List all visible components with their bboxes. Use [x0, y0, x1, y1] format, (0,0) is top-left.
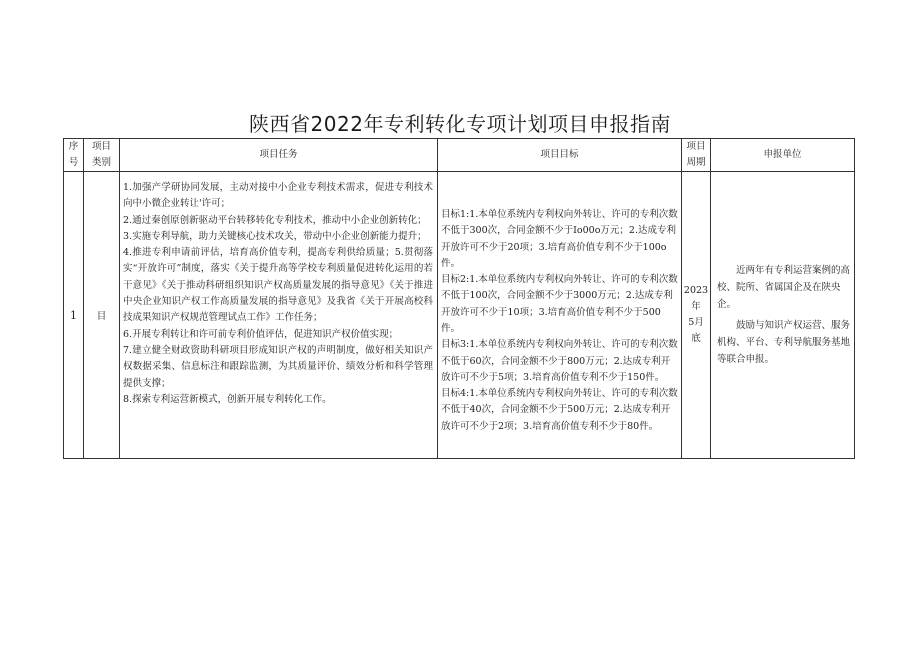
task-item: 6.开展专利转让和许可前专利价值评估，促进知识产权价值实现；	[123, 328, 399, 340]
task-item: 3.实施专利导航，助力关键核心技术攻关，带动中小企业创新能力提升；	[123, 230, 427, 242]
goal-item: 目标1:1.本单位系统内专利权向外转让、许可的专利次数不低于300次，合同金额不少于Io00o万元；2.达成专利开放许可不少于20项；3.培育高价值专利不少于100o件。	[441, 208, 678, 269]
task-item: 4.推进专利申请前评估，培育高价值专利，提高专利供给质量；5.贯彻落实“开放许可”制度，落实《关于提升高等学校专利质量促进转化运用的若干意见》《关于推动科研组织知识产权高质量发展的指导意见》《关于推进中央企业知识产权工作高质量发展的指导意见》及我省《关于开展高校科技成果知识产权规范管理试点工作》工作任务；	[123, 247, 433, 324]
guide-table	[63, 138, 855, 459]
header-seq: 序 号	[64, 139, 84, 172]
table-header-row	[64, 139, 855, 172]
header-unit: 申报单位	[711, 139, 855, 172]
task-item: 7.建立健全财政资助科研项目形成知识产权的声明制度，做好相关知识产权数据采集、信息标注和跟踪监测，为其质量评价、绩效分析和科学管理提供支撑；	[123, 344, 433, 389]
document-title: 陕西省2022年专利转化专项计划项目申报指南	[249, 112, 671, 136]
row-goals	[438, 172, 682, 459]
row-units	[711, 172, 855, 459]
row-tasks	[120, 172, 438, 459]
goal-item: 目标2:1.本单位系统内专利权向外转让、许可的专利次数不低于100次，合同金额不少于3000万元；2.达成专利开放许可不少于10项；3.培育高价值专利不少于500件。	[441, 274, 678, 334]
row-seq: 1	[64, 172, 84, 459]
row-category: 目	[84, 172, 120, 459]
unit-item: 近两年有专利运营案例的高校、院所、省属国企及在陕央企。	[717, 265, 851, 310]
goal-item: 目标4:1.本单位系统内专利权向外转让、许可的专利次数不低于40次，合同金额不少于500万元；2.达成专利开放许可不少于2项；3.培育高价值专利不少于80件。	[441, 388, 678, 432]
goal-item: 目标3:1.本单位系统内专利权向外转让、许可的专利次数不低于60次，合同金额不少于800万元；2.达成专利开放许可不少于5项；3.培育高价值专利不少于150件。	[441, 339, 678, 383]
unit-item: 鼓励与知识产权运营、服务机构、平台、专利导航服务基地等联合申报。	[717, 320, 851, 365]
header-period: 项目 周期	[682, 139, 711, 172]
header-task: 项目任务	[120, 139, 438, 172]
task-item: 2.通过秦创原创新驱动平台转移转化专利技术，推动中小企业创新转化；	[123, 214, 427, 226]
task-item: 1.加强产学研协同发展，主动对接中小企业专利技术需求，促进专利技术向中小微企业转让'许可；	[123, 182, 433, 210]
header-goal: 项目目标	[438, 139, 682, 172]
table-row	[64, 172, 855, 459]
header-category: 项目 类别	[84, 139, 120, 172]
row-period: 2023 年 5月 底	[682, 172, 711, 459]
task-item: 8.探索专利运营新模式，创新开展专利转化工作。	[123, 393, 332, 405]
